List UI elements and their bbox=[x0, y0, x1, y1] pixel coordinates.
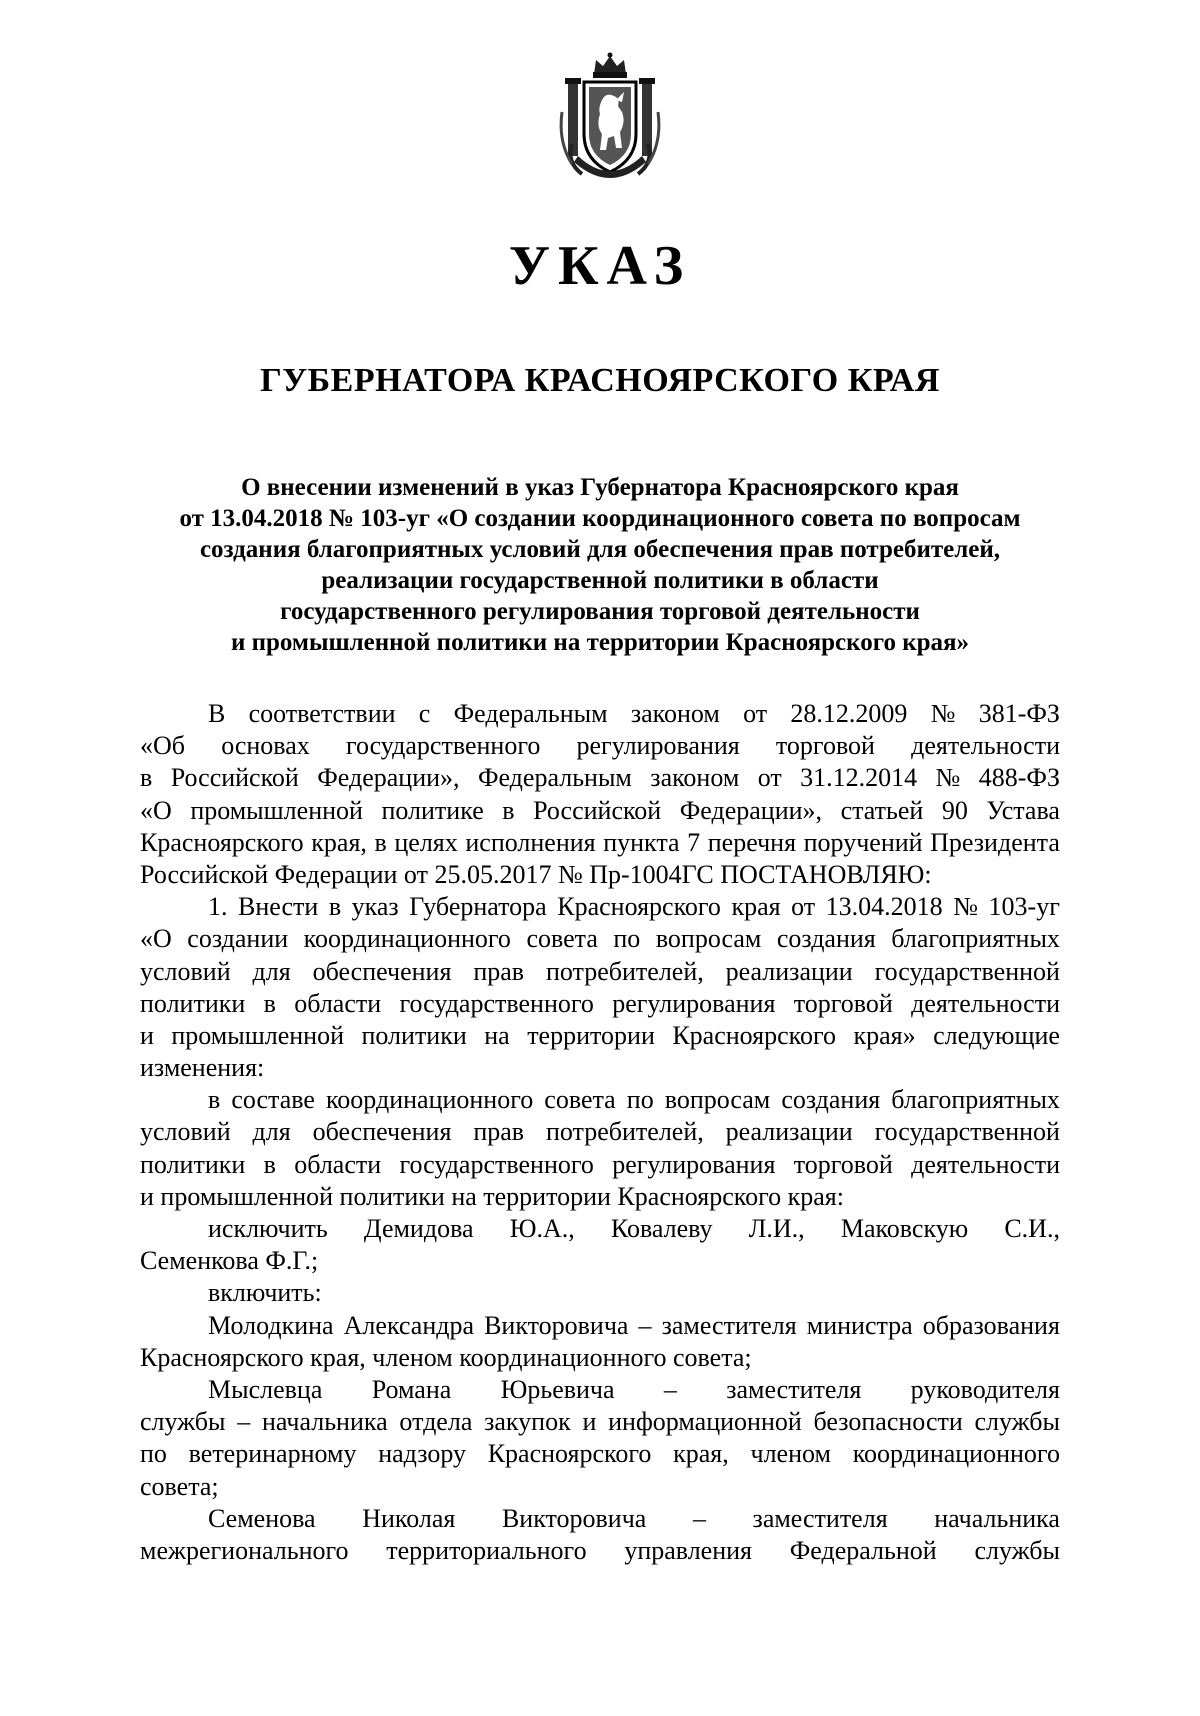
body-word: прав bbox=[473, 956, 525, 986]
body-word: потребителей, bbox=[545, 956, 704, 986]
body-word: целях bbox=[394, 827, 458, 857]
body-word: от bbox=[743, 699, 768, 728]
body-line bbox=[140, 891, 1060, 923]
body-word: условий bbox=[140, 956, 231, 986]
body-line bbox=[140, 1535, 1060, 1567]
body-word: по bbox=[140, 1439, 167, 1469]
body-word: совета bbox=[544, 1085, 616, 1115]
body-word: Николая bbox=[362, 1503, 456, 1533]
body-word: – bbox=[638, 1310, 652, 1340]
body-word: управления bbox=[624, 1535, 753, 1565]
body-word: края, bbox=[673, 1439, 729, 1469]
body-line: включить: bbox=[208, 1278, 322, 1308]
body-word: для bbox=[252, 956, 291, 986]
body-word: начальника bbox=[934, 1503, 1060, 1533]
body-word: начальника bbox=[261, 1407, 388, 1437]
body-word: 28.12.2009 bbox=[790, 699, 908, 728]
body-word: Президента bbox=[930, 827, 1060, 857]
subject-line: реализации государственной политики в области bbox=[321, 567, 879, 594]
body-word: 90 bbox=[941, 795, 968, 825]
decree-title: УКАЗ bbox=[508, 235, 692, 297]
body-word: Красноярского bbox=[557, 892, 721, 922]
body-line bbox=[140, 1149, 1060, 1181]
body-word: государственной bbox=[874, 1117, 1060, 1147]
body-word: края bbox=[731, 892, 781, 922]
subject-line: государственного регулирования торговой деятельности bbox=[280, 598, 920, 625]
body-word: координационного bbox=[326, 1085, 534, 1115]
body-word: соответствии bbox=[248, 699, 396, 728]
body-word: С.И., bbox=[1004, 1214, 1060, 1243]
body-word: регулирования bbox=[612, 1149, 776, 1179]
body-word: ветеринарному bbox=[188, 1439, 357, 1469]
decree-subject bbox=[140, 472, 1060, 658]
body-word: перечня bbox=[707, 827, 797, 857]
body-word: «О bbox=[140, 924, 172, 954]
body-word: Красноярского bbox=[487, 1439, 652, 1469]
body-word: Устава bbox=[986, 795, 1060, 825]
body-word: составе bbox=[231, 1085, 315, 1115]
body-word: статьей bbox=[840, 795, 924, 825]
body-word: межрегионального bbox=[140, 1535, 349, 1565]
subject-line: и промышленной политики на территории Красноярского края» bbox=[230, 629, 970, 656]
body-word: – bbox=[663, 1374, 677, 1404]
body-word: Внести bbox=[238, 892, 319, 922]
body-word: № bbox=[935, 763, 961, 793]
body-word: в bbox=[374, 827, 387, 857]
body-word: территориального bbox=[386, 1535, 587, 1565]
body-word: членом bbox=[750, 1439, 831, 1469]
body-word: промышленной bbox=[190, 795, 363, 825]
body-word: территории bbox=[527, 1020, 655, 1050]
body-line bbox=[140, 730, 1060, 762]
body-word: в bbox=[208, 1085, 221, 1115]
body-word: создании bbox=[187, 924, 289, 954]
body-word: координационного bbox=[852, 1439, 1060, 1469]
body-word: потребителей, bbox=[545, 1117, 704, 1147]
body-word: по bbox=[613, 924, 641, 954]
body-word: Мыслевца bbox=[208, 1374, 323, 1404]
body-word: Викторовича bbox=[484, 1310, 629, 1340]
body-word: 7 bbox=[687, 827, 701, 857]
body-word: Александра bbox=[343, 1310, 475, 1340]
body-word: информационной bbox=[608, 1407, 802, 1437]
body-word: вопросам bbox=[664, 1085, 771, 1115]
decree-authority: ГУБЕРНАТОРА КРАСНОЯРСКОГО КРАЯ bbox=[260, 362, 940, 399]
body-word: № bbox=[930, 699, 956, 728]
body-word: и bbox=[140, 1020, 154, 1050]
body-word: надзору bbox=[378, 1439, 466, 1469]
body-word: Молодкина bbox=[208, 1310, 334, 1340]
body-line: Красноярского края, членом координационного совета; bbox=[140, 1342, 752, 1372]
body-word: законом bbox=[650, 763, 740, 793]
body-word: условий bbox=[140, 1117, 231, 1147]
body-word: координационного bbox=[303, 924, 511, 954]
body-word: деятельности bbox=[911, 988, 1060, 1018]
body-word: следующие bbox=[933, 1020, 1060, 1050]
body-word: области bbox=[294, 1149, 382, 1179]
body-word: 103-уг bbox=[988, 892, 1060, 922]
body-word: Романа bbox=[371, 1374, 452, 1404]
body-word: в bbox=[502, 795, 515, 825]
subject-line: создания благоприятных условий для обеспечения прав потребителей, bbox=[199, 536, 1001, 563]
body-word: края, bbox=[311, 827, 367, 857]
body-word: № bbox=[953, 892, 979, 922]
body-word: исключить bbox=[208, 1214, 328, 1243]
body-word: закупок bbox=[484, 1407, 571, 1437]
body-word: совета bbox=[526, 924, 598, 954]
body-word: заместителя bbox=[661, 1310, 797, 1340]
body-word: Юрьевича bbox=[500, 1374, 615, 1404]
body-word: службы bbox=[974, 1407, 1060, 1437]
body-word: Красноярского bbox=[672, 1020, 836, 1050]
body-word: законом bbox=[630, 699, 720, 728]
body-word: «О bbox=[140, 795, 172, 825]
body-word: министра bbox=[806, 1310, 913, 1340]
body-word: Демидова bbox=[363, 1214, 474, 1243]
body-word: службы bbox=[140, 1407, 226, 1437]
body-word: «Об bbox=[140, 731, 186, 761]
body-word: регулирования bbox=[612, 988, 776, 1018]
body-word: государственного bbox=[345, 731, 541, 761]
body-word: 13.04.2018 bbox=[825, 892, 943, 922]
body-word: исполнения bbox=[465, 827, 596, 857]
body-word: прав bbox=[473, 1117, 525, 1147]
body-line bbox=[140, 1374, 1060, 1406]
body-line bbox=[140, 1438, 1060, 1470]
body-line bbox=[140, 1310, 1060, 1342]
body-word: торговой bbox=[793, 988, 893, 1018]
body-word: В bbox=[208, 699, 226, 728]
body-word: реализации bbox=[725, 956, 853, 986]
body-word: торговой bbox=[775, 731, 875, 761]
body-word: создания bbox=[776, 924, 876, 954]
body-word: политике bbox=[381, 795, 484, 825]
body-word: Федеральным bbox=[477, 763, 632, 793]
body-word: Федеральной bbox=[789, 1535, 937, 1565]
body-word: Российской bbox=[533, 795, 662, 825]
body-word: 381-ФЗ bbox=[978, 699, 1060, 728]
body-word: в bbox=[263, 1149, 276, 1179]
body-line bbox=[140, 1020, 1060, 1052]
body-word: Российской bbox=[170, 763, 299, 793]
body-line bbox=[140, 1084, 1060, 1116]
body-word: – bbox=[692, 1503, 706, 1533]
body-word: службы bbox=[974, 1535, 1060, 1565]
coat-of-arms-icon bbox=[556, 52, 664, 190]
body-word: обеспечения bbox=[312, 956, 452, 986]
body-word: регулирования bbox=[576, 731, 740, 761]
body-word: области bbox=[294, 988, 382, 1018]
body-word: государственного bbox=[399, 1149, 594, 1179]
body-word: образования bbox=[922, 1310, 1060, 1340]
body-word: указ bbox=[351, 892, 399, 922]
body-word: торговой bbox=[793, 1149, 893, 1179]
decree-body bbox=[140, 698, 1060, 1567]
body-word: на bbox=[484, 1020, 510, 1050]
body-line bbox=[140, 956, 1060, 988]
body-word: благоприятных bbox=[891, 924, 1060, 954]
body-word: Федеральным bbox=[453, 699, 608, 728]
body-word: Л.И., bbox=[748, 1214, 805, 1243]
subject-line: О внесении изменений в указ Губернатора Красноярского края bbox=[241, 474, 959, 501]
body-word: основах bbox=[221, 731, 310, 761]
body-word: – bbox=[237, 1407, 251, 1437]
body-word: реализации bbox=[725, 1117, 853, 1147]
body-word: руководителя bbox=[910, 1374, 1060, 1404]
body-word: государственной bbox=[874, 956, 1060, 986]
body-word: заместителя bbox=[726, 1374, 862, 1404]
body-word: Ковалеву bbox=[610, 1214, 713, 1243]
body-line bbox=[140, 795, 1060, 827]
body-word: в bbox=[140, 763, 153, 793]
body-line bbox=[140, 698, 1060, 730]
body-line: и промышленной политики на территории Красноярского края: bbox=[140, 1181, 844, 1211]
body-word: Федерации», bbox=[679, 795, 823, 825]
body-line: Семенкова Ф.Г.; bbox=[140, 1246, 319, 1276]
body-word: Губернатора bbox=[409, 892, 547, 922]
body-word: Красноярского bbox=[140, 827, 304, 857]
body-word: Маковскую bbox=[840, 1214, 969, 1243]
body-word: Семенова bbox=[208, 1503, 316, 1533]
subject-line: от 13.04.2018 № 103-уг «О создании координационного совета по вопросам bbox=[179, 505, 1021, 532]
body-word: вопросам bbox=[655, 924, 762, 954]
body-word: политики bbox=[140, 988, 246, 1018]
body-word: от bbox=[757, 763, 782, 793]
body-word: заместителя bbox=[752, 1503, 888, 1533]
body-word: обеспечения bbox=[312, 1117, 452, 1147]
body-line bbox=[140, 1116, 1060, 1148]
body-line bbox=[140, 827, 1060, 859]
body-word: государственного bbox=[399, 988, 594, 1018]
body-word: 1. bbox=[208, 892, 228, 922]
body-word: по bbox=[626, 1085, 654, 1115]
body-word: политики bbox=[140, 1149, 246, 1179]
body-word: политики bbox=[361, 1020, 467, 1050]
body-word: с bbox=[418, 699, 431, 728]
body-word: отдела bbox=[399, 1407, 473, 1437]
body-word: в bbox=[328, 892, 342, 922]
body-word: промышленной bbox=[171, 1020, 345, 1050]
body-word: для bbox=[252, 1117, 291, 1147]
body-word: 31.12.2014 bbox=[800, 763, 918, 793]
body-word: пункта bbox=[603, 827, 680, 857]
body-word: деятельности bbox=[911, 1149, 1060, 1179]
body-word: 488-ФЗ bbox=[978, 763, 1060, 793]
body-line: совета; bbox=[140, 1471, 219, 1501]
body-line bbox=[140, 1213, 1060, 1245]
body-line bbox=[140, 1503, 1060, 1535]
body-line bbox=[140, 762, 1060, 794]
body-word: Федерации», bbox=[317, 763, 460, 793]
body-word: благоприятных bbox=[891, 1085, 1060, 1115]
body-line bbox=[140, 1406, 1060, 1438]
body-line bbox=[140, 923, 1060, 955]
body-word: в bbox=[263, 988, 276, 1018]
body-word: Ю.А., bbox=[509, 1214, 575, 1243]
body-word: и bbox=[582, 1407, 597, 1437]
body-word: края» bbox=[853, 1020, 916, 1050]
body-line: изменения: bbox=[140, 1053, 265, 1083]
body-word: поручений bbox=[803, 827, 923, 857]
body-line: Российской Федерации от 25.05.2017 № Пр-1004ГС ПОСТАНОВЛЯЮ: bbox=[140, 859, 932, 889]
body-word: создания bbox=[781, 1085, 881, 1115]
body-word: деятельности bbox=[911, 731, 1060, 761]
body-word: от bbox=[791, 892, 816, 922]
body-word: безопасности bbox=[813, 1407, 963, 1437]
body-line bbox=[140, 988, 1060, 1020]
body-word: Викторовича bbox=[501, 1503, 647, 1533]
